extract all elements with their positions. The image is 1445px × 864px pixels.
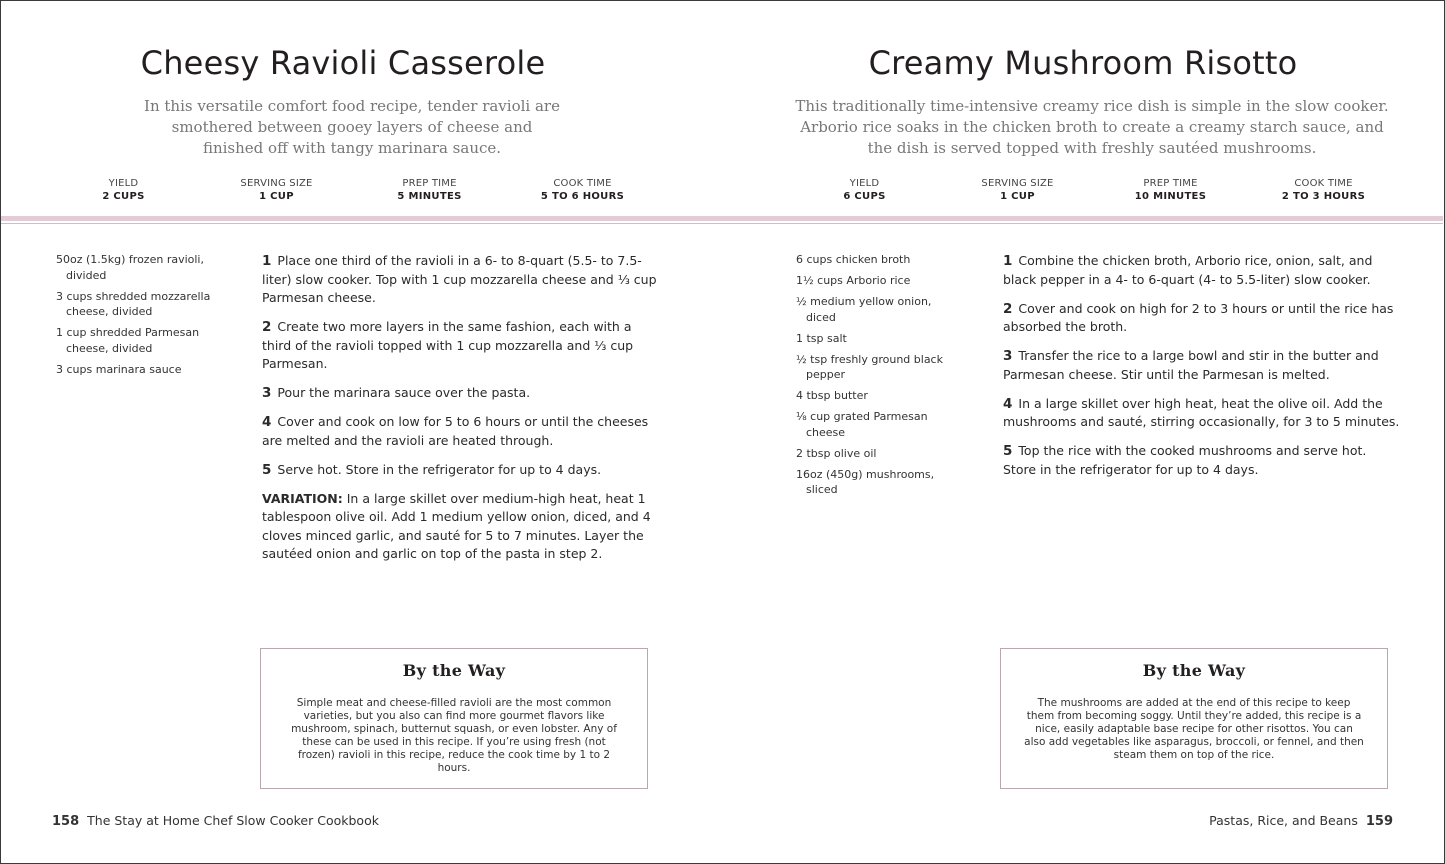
ingredient-item: 16oz (450g) mushrooms, sliced: [796, 467, 935, 496]
ingredient-item: 2 tbsp olive oil: [796, 446, 877, 460]
page-footer: [52, 813, 379, 829]
step-text: Combine the chicken broth, Arborio rice, onion, salt, and black pepper in a 4- to 6-quart (4- to 5.5-liter) slow cooker.: [1003, 253, 1373, 287]
left-page: [0, 0, 722, 864]
step-number: 5: [262, 461, 272, 478]
method-steps: [1003, 252, 1401, 490]
stat-value: 1 CUP: [259, 191, 294, 202]
step-number: 3: [1003, 348, 1013, 364]
recipe-title: Cheesy Ravioli Casserole: [140, 44, 546, 82]
step-number: 1: [262, 253, 272, 269]
page-footer: [1209, 813, 1393, 829]
step-number: 5: [1003, 443, 1013, 459]
footer-text: Pastas, Rice, and Beans: [1209, 813, 1358, 828]
variation-text: In a large skillet over medium-high heat, heat 1 tablespoon olive oil. Add 1 medium yellow onion, diced, and 4 cloves minced garlic, and sauté for 5 to 7 minutes. Layer the sautéed onion and garlic on top of the pasta in step 2.: [262, 490, 651, 561]
stat-serving-size: [941, 177, 1094, 203]
box-title: By the Way: [1142, 661, 1246, 680]
stat-value: 10 MINUTES: [1134, 191, 1207, 202]
box-text: Simple meat and cheese-filled ravioli are the most common varieties, but you also can find more gourmet flavors like mushroom, spinach, butternut squash, or even lobster. Any of these can be used in this recipe. If you’re using fresh (not frozen) ravioli in this recipe, reduce the cook time by 1 to 2 hours.: [291, 697, 617, 774]
recipe-description: In this versatile comfort food recipe, tender ravioli are smothered between gooey layers of cheese and finished off with tangy marinara sauce.: [144, 97, 560, 157]
method-step: [1003, 347, 1401, 384]
method-step: [262, 252, 657, 308]
step-text: Cover and cook on low for 5 to 6 hours or until the cheeses are melted and the ravioli are heated through.: [262, 414, 649, 448]
ingredient-item: 4 tbsp butter: [796, 389, 868, 402]
ingredient-item: 1 tsp salt: [796, 331, 847, 345]
stat-label: YIELD: [108, 178, 139, 189]
variation-label: VARIATION:: [262, 490, 343, 506]
stat-value: 5 TO 6 HOURS: [540, 191, 625, 202]
step-text: Create two more layers in the same fashion, each with a third of the ravioli topped with 1 cup mozzarella and ⅓ cup Parmesan.: [262, 319, 634, 371]
recipe-stats: [47, 177, 659, 203]
stat-label: YIELD: [849, 178, 880, 189]
stat-value: 5 MINUTES: [397, 191, 462, 202]
stat-label: SERVING SIZE: [981, 178, 1054, 189]
stat-value: 2 TO 3 HOURS: [1281, 191, 1366, 202]
ingredients-list: [796, 252, 964, 503]
ingredient-item: 6 cups chicken broth: [796, 253, 911, 266]
stat-label: PREP TIME: [1143, 178, 1198, 189]
stat-yield: [47, 177, 200, 203]
step-number: 4: [1003, 395, 1013, 412]
step-number: 4: [262, 414, 272, 430]
stat-cook-time: [506, 177, 659, 203]
by-the-way-box: [1000, 648, 1388, 789]
ingredient-item: 3 cups shredded mozzarella cheese, divided: [56, 289, 211, 318]
stat-yield: [788, 177, 941, 203]
ingredient-item: ½ tsp freshly ground black pepper: [796, 352, 943, 381]
recipe-stats: [788, 177, 1400, 203]
by-the-way-box: [260, 648, 648, 789]
ingredient-item: 1 cup shredded Parmesan cheese, divided: [56, 326, 200, 355]
method-step: [262, 461, 657, 480]
stat-label: COOK TIME: [1294, 178, 1353, 189]
ingredient-item: 3 cups marinara sauce: [56, 362, 182, 376]
method-step: [1003, 300, 1401, 337]
step-number: 2: [1003, 300, 1013, 317]
stat-value: 2 CUPS: [102, 191, 145, 202]
page-number: 158: [52, 814, 80, 829]
step-text: Serve hot. Store in the refrigerator for up to 4 days.: [277, 461, 602, 477]
stat-value: 6 CUPS: [843, 191, 886, 202]
recipe-description: This traditionally time-intensive creamy rice dish is simple in the slow cooker. Arborio rice soaks in the chicken broth to create a creamy starch sauce, and the dish is served topped with freshly sautéed mushrooms.: [795, 97, 1389, 157]
ingredient-item: ½ medium yellow onion, diced: [796, 295, 932, 324]
stat-label: COOK TIME: [553, 178, 612, 189]
stat-label: SERVING SIZE: [240, 178, 313, 189]
step-number: 1: [1003, 253, 1013, 269]
method-step: [262, 413, 657, 450]
step-text: Transfer the rice to a large bowl and stir in the butter and Parmesan cheese. Stir until the Parmesan is melted.: [1003, 348, 1379, 382]
stat-prep-time: [1094, 177, 1247, 203]
stat-cook-time: [1247, 177, 1400, 203]
step-number: 2: [262, 319, 272, 335]
stat-prep-time: [353, 177, 506, 203]
ingredient-item: 1½ cups Arborio rice: [796, 274, 911, 287]
step-text: Top the rice with the cooked mushrooms and serve hot. Store in the refrigerator for up to 4 days.: [1003, 443, 1367, 477]
method-step: [1003, 395, 1401, 432]
footer-text: The Stay at Home Chef Slow Cooker Cookbook: [87, 813, 379, 828]
method-steps: [262, 252, 657, 564]
box-title: By the Way: [402, 661, 506, 680]
method-step: [1003, 252, 1401, 289]
method-step: [1003, 442, 1401, 479]
ingredient-item: 50oz (1.5kg) frozen ravioli, divided: [56, 253, 204, 282]
box-text: The mushrooms are added at the end of this recipe to keep them from becoming soggy. Until they’re added, this recipe is a nice, easily adaptable base recipe for other risottos. You can also add vegetables like asparagus, broccoli, or fennel, and then steam them on top of the rice.: [1024, 697, 1364, 761]
right-page: [722, 0, 1444, 864]
stat-value: 1 CUP: [1000, 191, 1035, 202]
ingredient-item: ⅛ cup grated Parmesan cheese: [796, 410, 928, 439]
step-text: In a large skillet over high heat, heat the olive oil. Add the mushrooms and sauté, stirring occasionally, for 3 to 5 minutes.: [1003, 395, 1400, 429]
step-number: 3: [262, 385, 272, 401]
step-text: Pour the marinara sauce over the pasta.: [277, 385, 531, 400]
stat-label: PREP TIME: [402, 178, 457, 189]
stat-serving-size: [200, 177, 353, 203]
method-step: [262, 318, 657, 374]
step-text: Place one third of the ravioli in a 6- to 8-quart (5.5- to 7.5-liter) slow cooker. Top with 1 cup mozzarella cheese and ⅓ cup Parmesan cheese.: [262, 253, 657, 305]
step-text: Cover and cook on high for 2 to 3 hours or until the rice has absorbed the broth.: [1003, 300, 1394, 334]
ingredients-list: [56, 252, 226, 383]
page-number: 159: [1365, 814, 1393, 829]
variation-note: [262, 490, 657, 564]
recipe-title: Creamy Mushroom Risotto: [868, 44, 1298, 82]
method-step: [262, 384, 657, 403]
